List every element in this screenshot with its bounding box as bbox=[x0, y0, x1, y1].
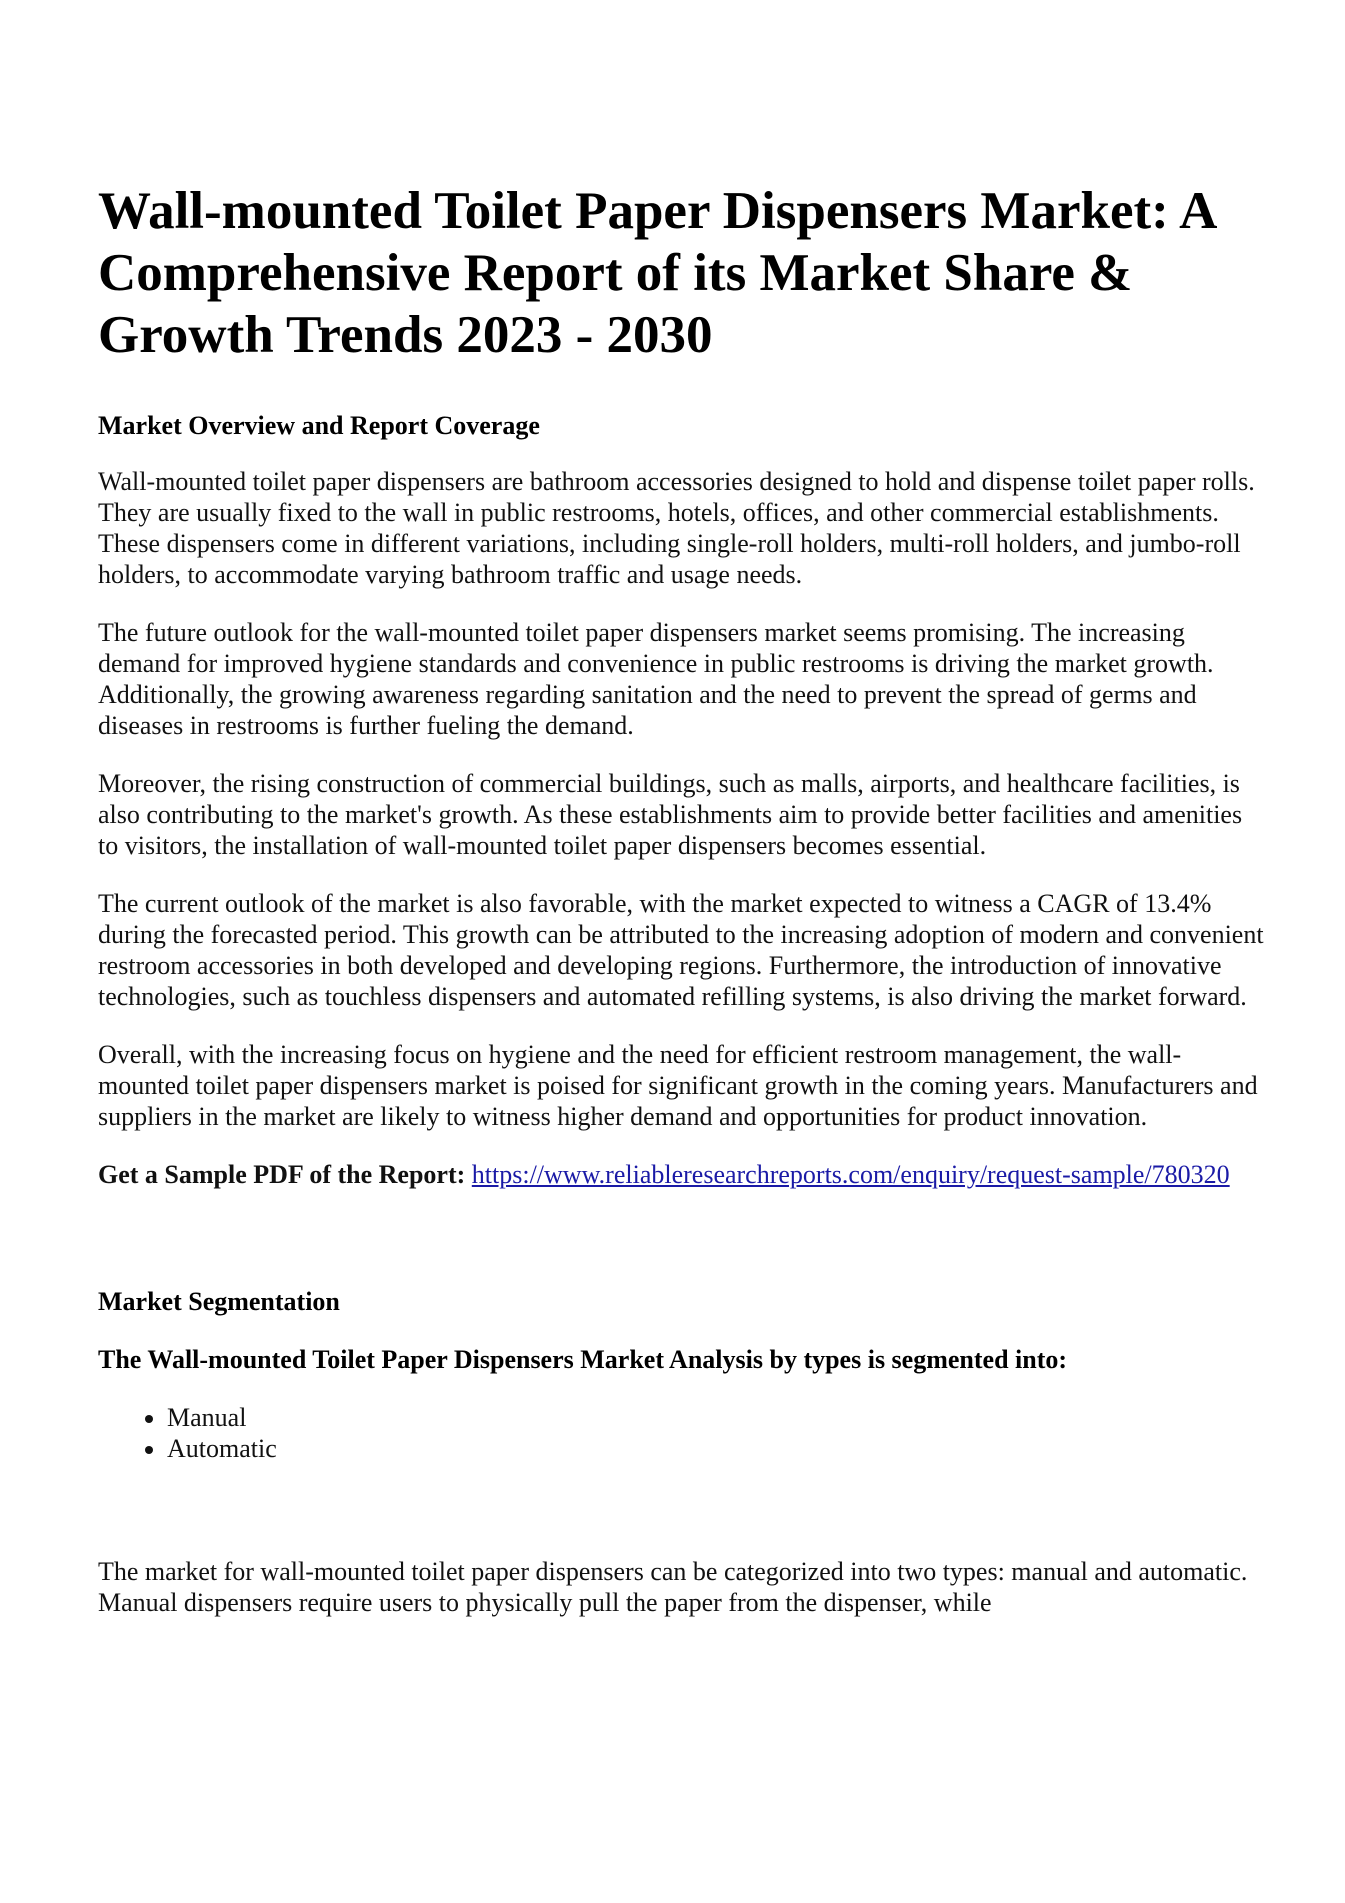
list-item: • Manual bbox=[167, 1402, 1268, 1433]
page-title: Wall-mounted Toilet Paper Dispensers Market: A Comprehensive Report of its Market Share & Growth Trends 2023 - 2030 bbox=[98, 182, 1215, 364]
types-heading: The Wall-mounted Toilet Paper Dispensers Market Analysis by types is segmented into: bbox=[98, 1345, 1068, 1374]
types-paragraph: The market for wall-mounted toilet paper dispensers can be categorized into two types: manual and automatic. Manual dispensers require users to physically pull the paper from the dispenser, while bbox=[98, 1557, 1248, 1617]
document-page bbox=[98, 180, 1268, 1645]
list-item: • Automatic bbox=[167, 1433, 1268, 1464]
sample-pdf-line bbox=[98, 1159, 1268, 1190]
segmentation-section bbox=[98, 1286, 1268, 1618]
overview-paragraph: Moreover, the rising construction of commercial buildings, such as malls, airports, and healthcare facilities, is also contributing to the market's growth. As these establishments aim to provide better facilities and amenities to visitors, the installation of wall-mounted toilet paper dispensers becomes essential. bbox=[98, 769, 1243, 860]
overview-paragraph: The future outlook for the wall-mounted toilet paper dispensers market seems promising. The increasing demand for improved hygiene standards and convenience in public restrooms is driving the market growth. Additionally, the growing awareness regarding sanitation and the need to prevent the spread of germs and diseases in restrooms is further fueling the demand. bbox=[98, 618, 1214, 740]
overview-heading: Market Overview and Report Coverage bbox=[98, 411, 540, 440]
sample-pdf-link[interactable]: https://www.reliableresearchreports.com/enquiry/request-sample/780320 bbox=[471, 1160, 1230, 1189]
sample-pdf-label: Get a Sample PDF of the Report: bbox=[98, 1160, 466, 1189]
segmentation-heading: Market Segmentation bbox=[98, 1287, 340, 1316]
overview-paragraph: Overall, with the increasing focus on hygiene and the need for efficient restroom management, the wall-mounted toilet paper dispensers market is poised for significant growth in the coming years. Manufacturers and suppliers in the market are likely to witness higher demand and opportunities for product innovation. bbox=[98, 1040, 1258, 1131]
overview-section bbox=[98, 410, 1268, 1132]
overview-paragraph: Wall-mounted toilet paper dispensers are bathroom accessories designed to hold and dispense toilet paper rolls. They are usually fixed to the wall in public restrooms, hotels, offices, and other commercial establishments. These dispensers come in different variations, including single-roll holders, multi-roll holders, and jumbo-roll holders, to accommodate varying bathroom traffic and usage needs. bbox=[98, 467, 1255, 589]
overview-paragraph: The current outlook of the market is also favorable, with the market expected to witness a CAGR of 13.4% during the forecasted period. This growth can be attributed to the increasing adoption of modern and convenient restroom accessories in both developed and developing regions. Furthermore, the introduction of innovative technologies, such as touchless dispensers and automated refilling systems, is also driving the market forward. bbox=[98, 889, 1264, 1011]
types-list bbox=[98, 1402, 1268, 1464]
